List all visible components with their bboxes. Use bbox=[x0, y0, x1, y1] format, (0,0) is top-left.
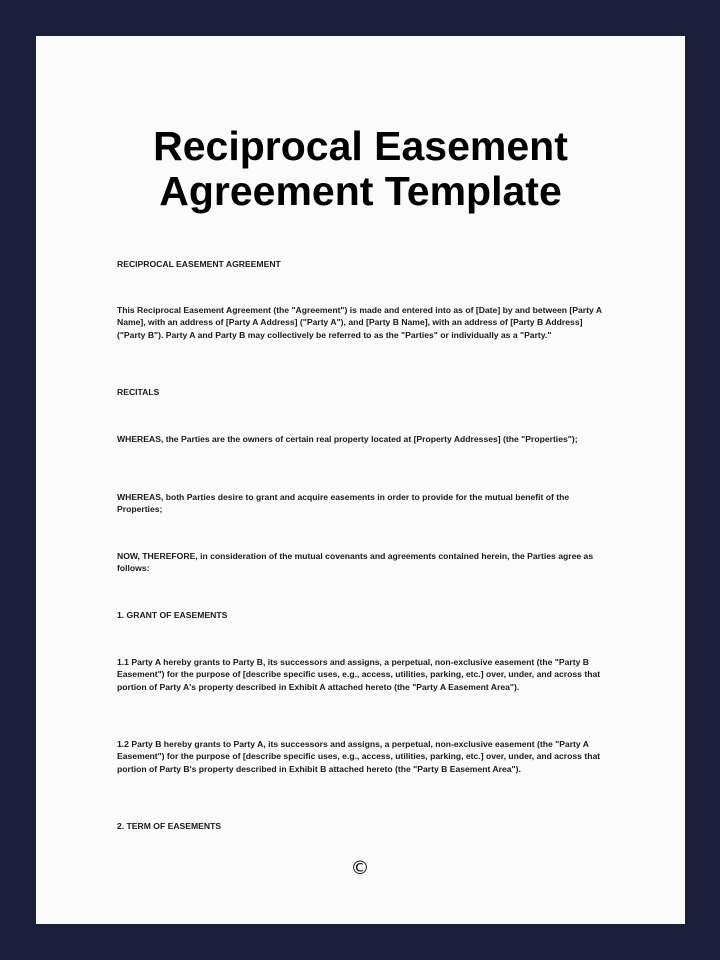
intro-paragraph: This Reciprocal Easement Agreement (the "Agreement") is made and entered into as of [Date] by and between [Party A Name], with an address of [Party A Address] ("Party A"), and [Party B Name], with an address of [Party B Address] ("Party B"). Party A and Party B may collectively be referred to as the "Parties" or individually as a "Party." bbox=[117, 305, 602, 340]
document-page bbox=[36, 36, 685, 924]
clause-1-2: 1.2 Party B hereby grants to Party A, its successors and assigns, a perpetual, non-exclusive easement (the "Party A Easement") for the purpose of [describe specific uses, e.g., access, utilities, parking, etc.] over, under, and across that portion of Party B's property described in Exhibit B attached hereto (the "Party B Easement Area"). bbox=[117, 739, 601, 774]
title-line-2: Agreement Template bbox=[159, 168, 562, 214]
clause-1-1: 1.1 Party A hereby grants to Party B, its successors and assigns, a perpetual, non-exclusive easement (the "Party B Easement") for the purpose of [describe specific uses, e.g., access, utilities, parking, etc.] over, under, and across that portion of Party A's property described in Exhibit A attached hereto (the "Party A Easement Area"). bbox=[117, 657, 601, 692]
whereas-paragraph-2: WHEREAS, both Parties desire to grant and acquire easements in order to provide for the mutual benefit of the Properties; bbox=[117, 492, 570, 515]
section-1-heading: 1. GRANT OF EASEMENTS bbox=[117, 610, 228, 620]
title-line-1: Reciprocal Easement bbox=[153, 123, 568, 169]
copyright-icon: © bbox=[350, 857, 370, 879]
section-2-heading: 2. TERM OF EASEMENTS bbox=[117, 821, 222, 831]
recitals-heading: RECITALS bbox=[117, 387, 160, 397]
now-therefore-paragraph: NOW, THEREFORE, in consideration of the mutual covenants and agreements contained herein, the Parties agree as follows: bbox=[117, 551, 594, 574]
agreement-heading: RECIPROCAL EASEMENT AGREEMENT bbox=[117, 259, 281, 269]
document-title bbox=[36, 124, 685, 214]
whereas-paragraph-1: WHEREAS, the Parties are the owners of certain real property located at [Property Addresses] (the "Properties"); bbox=[117, 434, 578, 444]
